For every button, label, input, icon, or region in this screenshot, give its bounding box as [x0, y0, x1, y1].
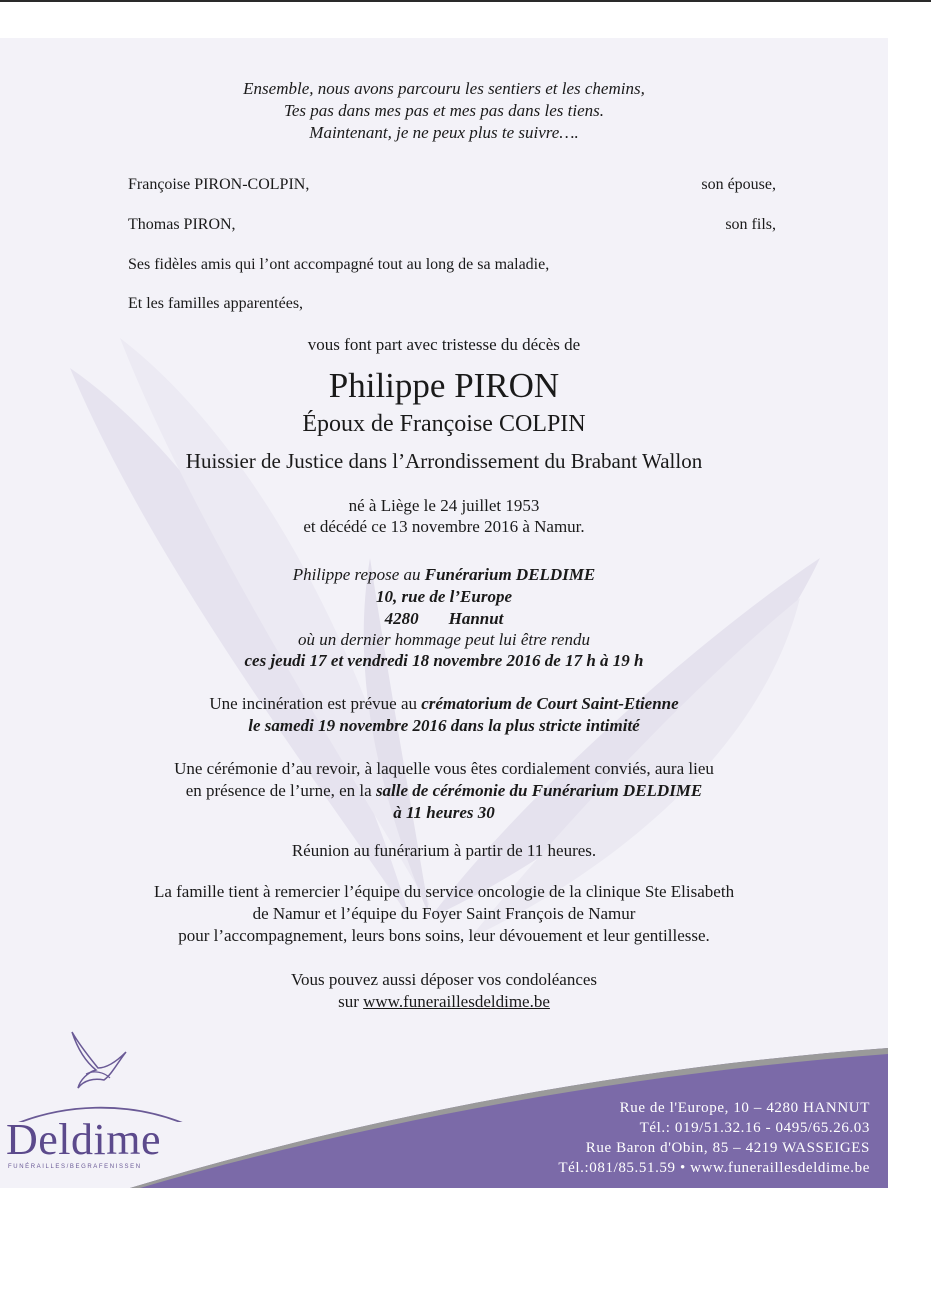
ceremony-line-2 — [0, 780, 888, 802]
deceased-title: Huissier de Justice dans l’Arrondissement du Brabant Wallon — [185, 449, 703, 473]
family-name-1: Françoise PIRON-COLPIN, — [128, 176, 310, 193]
funeral-notice-card — [0, 38, 888, 1188]
thanks-line-2: de Namur et l’équipe du Foyer Saint François de Namur — [252, 904, 636, 923]
family-relation-1: son épouse, — [701, 176, 776, 193]
poem-line-3: Maintenant, je ne peux plus te suivre…. — [309, 123, 579, 142]
dove-logo-icon — [0, 1022, 200, 1122]
footer-line-4: Tél.:081/85.51.59 • www.funeraillesdeldime.be — [558, 1160, 870, 1176]
family-name-3: Ses fidèles amis qui l’ont accompagné tout au long de sa maladie, — [128, 256, 550, 273]
cremation-prefix: Une incinération est prévue au — [209, 694, 422, 713]
thanks-line-1: La famille tient à remercier l’équipe du service oncologie de la clinique Ste Elisabeth — [153, 882, 735, 901]
ceremony-prefix: en présence de l’urne, en la — [185, 781, 376, 800]
viewing-place: Funérarium DELDIME — [424, 565, 596, 584]
footer-line-2: Tél.: 019/51.32.16 - 0495/65.26.03 — [639, 1120, 870, 1136]
thanks-line-3: pour l’accompagnement, leurs bons soins, leur dévouement et leur gentillesse. — [178, 926, 710, 945]
family-name-2: Thomas PIRON, — [128, 216, 236, 233]
deceased-name: Philippe PIRON — [328, 366, 560, 405]
death-line: et décédé ce 13 novembre 2016 à Namur. — [303, 517, 585, 536]
family-relation-2: son fils, — [725, 216, 776, 233]
cremation-place: crématorium de Court Saint-Etienne — [421, 694, 679, 713]
viewing-city: Hannut — [448, 609, 504, 628]
announcement: vous font part avec tristesse du décès de — [307, 335, 581, 354]
ceremony-time: à 11 heures 30 — [393, 803, 495, 822]
scan-edge — [0, 0, 931, 2]
birth-line: né à Liège le 24 juillet 1953 — [348, 496, 540, 515]
logo-tagline: FUNÉRAILLES/BEGRAFENISSEN — [8, 1164, 142, 1170]
cremation-line — [0, 693, 888, 715]
viewing-prefix: Philippe repose au — [292, 565, 425, 584]
condolences-link[interactable]: www.funeraillesdeldime.be — [363, 992, 550, 1011]
family-name-4: Et les familles apparentées, — [128, 295, 304, 312]
footer-line-3: Rue Baron d'Obin, 85 – 4219 WASSEIGES — [585, 1140, 870, 1156]
poem-line-1: Ensemble, nous avons parcouru les sentiers et les chemins, — [243, 79, 645, 98]
viewing-note: où un dernier hommage peut lui être rendu — [298, 630, 590, 649]
condolences-prefix: sur — [338, 992, 364, 1011]
cremation-date: le samedi 19 novembre 2016 dans la plus stricte intimité — [248, 716, 640, 735]
viewing-dates: ces jeudi 17 et vendredi 18 novembre 2016 de 17 h à 19 h — [244, 651, 644, 670]
deceased-spouse: Époux de Françoise COLPIN — [302, 411, 586, 437]
viewing-line — [0, 564, 888, 586]
ceremony-place: salle de cérémonie du Funérarium DELDIME — [375, 781, 703, 800]
reunion-line: Réunion au funérarium à partir de 11 heures. — [291, 841, 597, 860]
condolences-line-2 — [0, 991, 888, 1013]
ceremony-line-1: Une cérémonie d’au revoir, à laquelle vous êtes cordialement conviés, aura lieu — [174, 759, 714, 778]
logo-wordmark: Deldime — [6, 1115, 162, 1164]
poem-line-2: Tes pas dans mes pas et mes pas dans les tiens. — [283, 101, 605, 120]
condolences-line-1: Vous pouvez aussi déposer vos condoléances — [290, 970, 598, 989]
viewing-street: 10, rue de l’Europe — [376, 587, 512, 606]
viewing-city-line — [0, 608, 888, 630]
footer-line-1: Rue de l'Europe, 10 – 4280 HANNUT — [619, 1100, 870, 1116]
viewing-postcode: 4280 — [384, 609, 419, 628]
